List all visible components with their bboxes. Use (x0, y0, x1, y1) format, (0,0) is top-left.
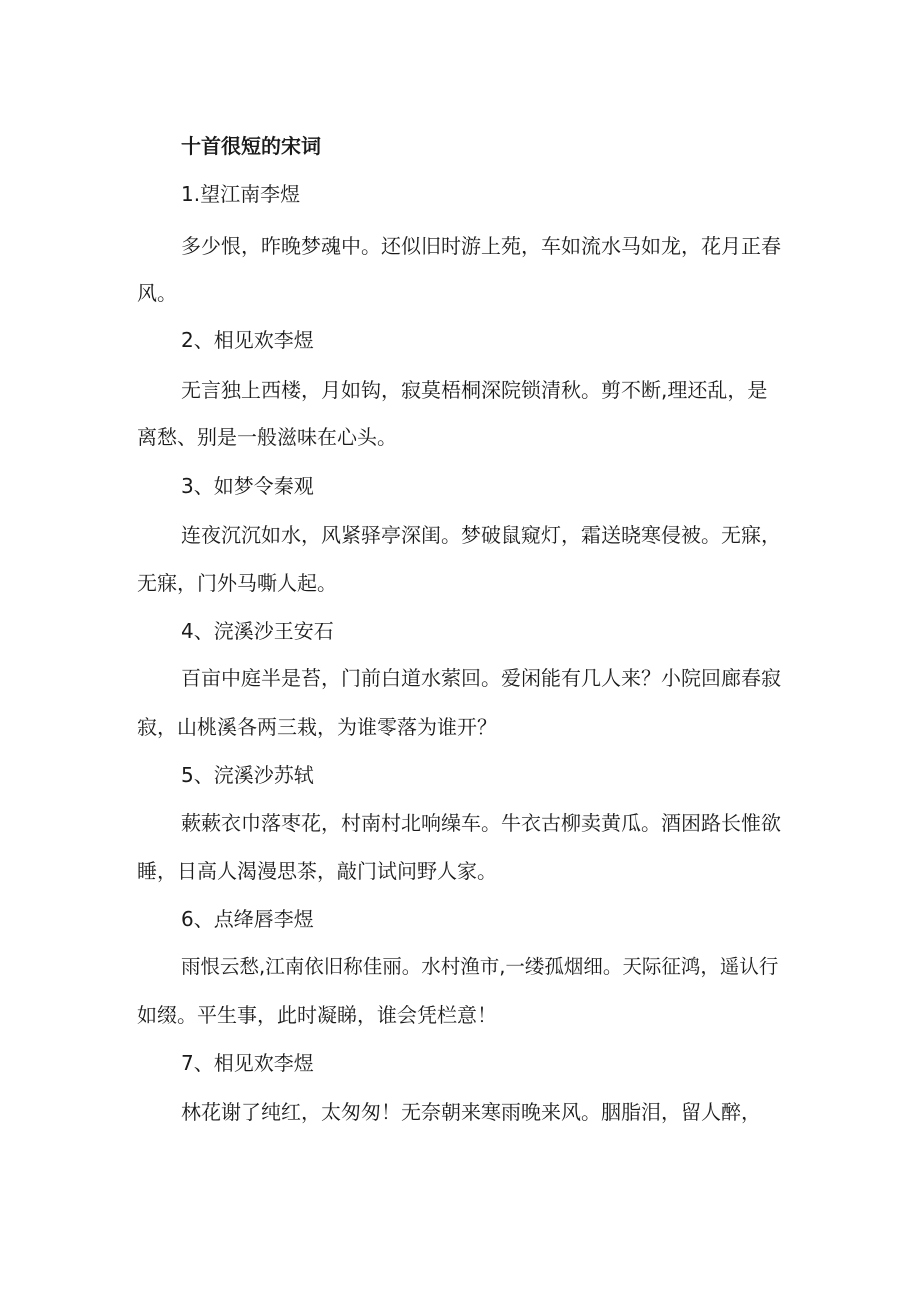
poem-2-line-1: 无言独上西楼，月如钩，寂莫梧桐深院锁清秋。剪不断,理还乱，是 (181, 378, 768, 402)
poem-6-line-2: 如缀。平生事，此时凝睇，谁会凭栏意！ (137, 1003, 497, 1027)
poem-4-line-1: 百亩中庭半是苔，门前白道水萦回。爱闲能有几人来？小院回廊春寂 (181, 666, 781, 690)
poem-3-heading: 3、如梦令秦观 (181, 474, 314, 498)
poem-6-heading: 6、点绛唇李煜 (181, 907, 314, 931)
poem-1-heading: 1.望江南李煜 (181, 182, 301, 206)
poem-5-line-2: 睡，日高人渴漫思茶，敲门试问野人家。 (137, 859, 497, 883)
poem-2-heading: 2、相见欢李煜 (181, 328, 314, 352)
poem-4-heading: 4、浣溪沙王安石 (181, 619, 334, 643)
poem-7-line-1: 林花谢了纯红，太匆匆！无奈朝来寒雨晚来风。胭脂泪，留人醉， (181, 1100, 761, 1124)
poem-3-line-2: 无寐，门外马嘶人起。 (137, 571, 337, 595)
poem-1-line-1: 多少恨，昨晚梦魂中。还似旧时游上苑，车如流水马如龙，花月正春 (181, 234, 781, 258)
poem-5-line-1: 蔌蔌衣巾落枣花，村南村北响缲车。牛衣古柳卖黄瓜。酒困路长惟欲 (181, 811, 781, 835)
poem-3-line-1: 连夜沉沉如水，风紧驿亭深闺。梦破鼠窥灯，霜送晓寒侵被。无寐， (181, 523, 781, 547)
poem-4-line-2: 寂，山桃溪各两三栽，为谁零落为谁开？ (137, 715, 497, 739)
poem-6-line-1: 雨恨云愁,江南依旧称佳丽。水村渔市,一缕孤烟细。天际征鸿，遥认行 (181, 955, 779, 978)
poem-5-heading: 5、浣溪沙苏轼 (181, 763, 314, 787)
poem-7-heading: 7、相见欢李煜 (181, 1051, 314, 1075)
poem-2-line-2: 离愁、别是一般滋味在心头。 (137, 425, 397, 449)
document-title: 十首很短的宋词 (181, 134, 321, 158)
poem-1-line-2: 风。 (137, 281, 177, 305)
